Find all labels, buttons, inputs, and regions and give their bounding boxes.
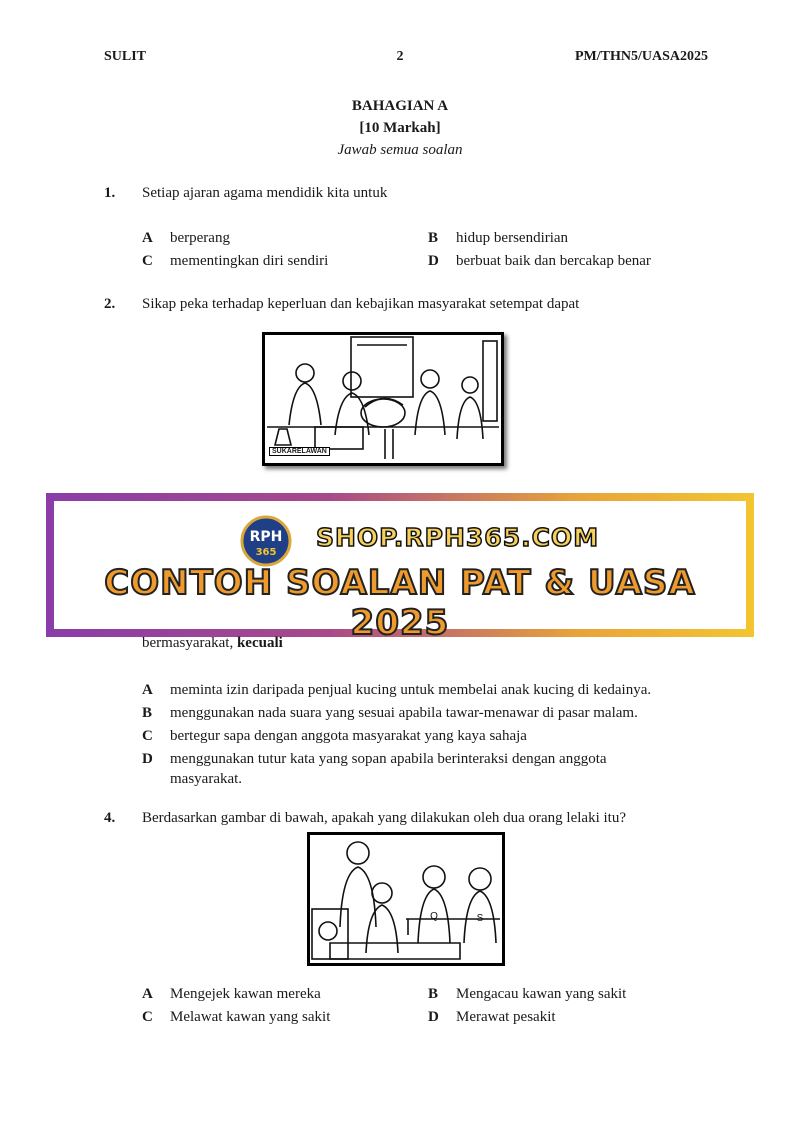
q1-option-b[interactable]: B hidup bersendirian bbox=[428, 230, 569, 246]
volunteer-sign: SUKARELAWAN bbox=[269, 447, 330, 456]
section-marks: [10 Markah] bbox=[359, 120, 441, 136]
logo-text: RPH bbox=[249, 529, 283, 545]
question-3-partial-text: bermasyarakat, kecuali bbox=[142, 635, 283, 651]
q3-option-a[interactable]: A meminta izin daripada penjual kucing untuk membelai anak kucing di kedainya. bbox=[142, 682, 652, 698]
section-instruction: Jawab semua soalan bbox=[337, 142, 463, 158]
q1-option-d[interactable]: D berbuat baik dan bercakap benar bbox=[428, 253, 651, 269]
question-4-text: Berdasarkan gambar di bawah, apakah yang dilakukan oleh dua orang lelaki itu? bbox=[142, 810, 626, 826]
question-1-text: Setiap ajaran agama mendidik kita untuk bbox=[142, 185, 388, 201]
q4-option-c[interactable]: C Melawat kawan yang sakit bbox=[142, 1009, 331, 1025]
q1-option-a[interactable]: A berperang bbox=[142, 230, 230, 246]
q3-option-d[interactable]: D menggunakan tutur kata yang sopan apabila berinteraksi dengan anggota masyarakat. bbox=[142, 751, 607, 787]
logo-badge-icon bbox=[240, 515, 292, 567]
q3-option-c[interactable]: C bertegur sapa dengan anggota masyarakat yang kaya sahaja bbox=[142, 728, 527, 744]
q4-option-d[interactable]: D Merawat pesakit bbox=[428, 1009, 556, 1025]
question-1-number: 1. bbox=[104, 185, 116, 201]
section-title: BAHAGIAN A bbox=[351, 98, 449, 114]
question-4-number: 4. bbox=[104, 810, 116, 826]
question-2-text: Sikap peka terhadap keperluan dan kebajikan masyarakat setempat dapat bbox=[142, 296, 580, 312]
logo-subtext: 365 bbox=[255, 547, 277, 558]
shirt-letter-q: Q bbox=[430, 911, 438, 922]
hospital-scene-drawing bbox=[310, 835, 502, 963]
q3-option-b[interactable]: B menggunakan nada suara yang sesuai apabila tawar-menawar di pasar malam. bbox=[142, 705, 638, 721]
question-2-number: 2. bbox=[104, 296, 116, 312]
q4-option-b[interactable]: B Mengacau kawan yang sakit bbox=[428, 986, 627, 1002]
q1-option-c[interactable]: C mementingkan diri sendiri bbox=[142, 253, 329, 269]
volunteer-illustration bbox=[262, 332, 504, 466]
q4-option-a[interactable]: A Mengejek kawan mereka bbox=[142, 986, 321, 1002]
hospital-visit-illustration bbox=[307, 832, 505, 966]
page-number: 2 bbox=[396, 49, 404, 64]
paper-code: PM/THN5/UASA2025 bbox=[575, 49, 708, 64]
shirt-letter-s: S bbox=[476, 913, 484, 924]
header-sulit: SULIT bbox=[104, 49, 147, 64]
shop-url: SHOP.RPH365.COM bbox=[316, 523, 600, 552]
banner-title: CONTOH SOALAN PAT & UASA 2025 bbox=[104, 563, 696, 643]
volunteer-scene-drawing bbox=[265, 335, 501, 463]
